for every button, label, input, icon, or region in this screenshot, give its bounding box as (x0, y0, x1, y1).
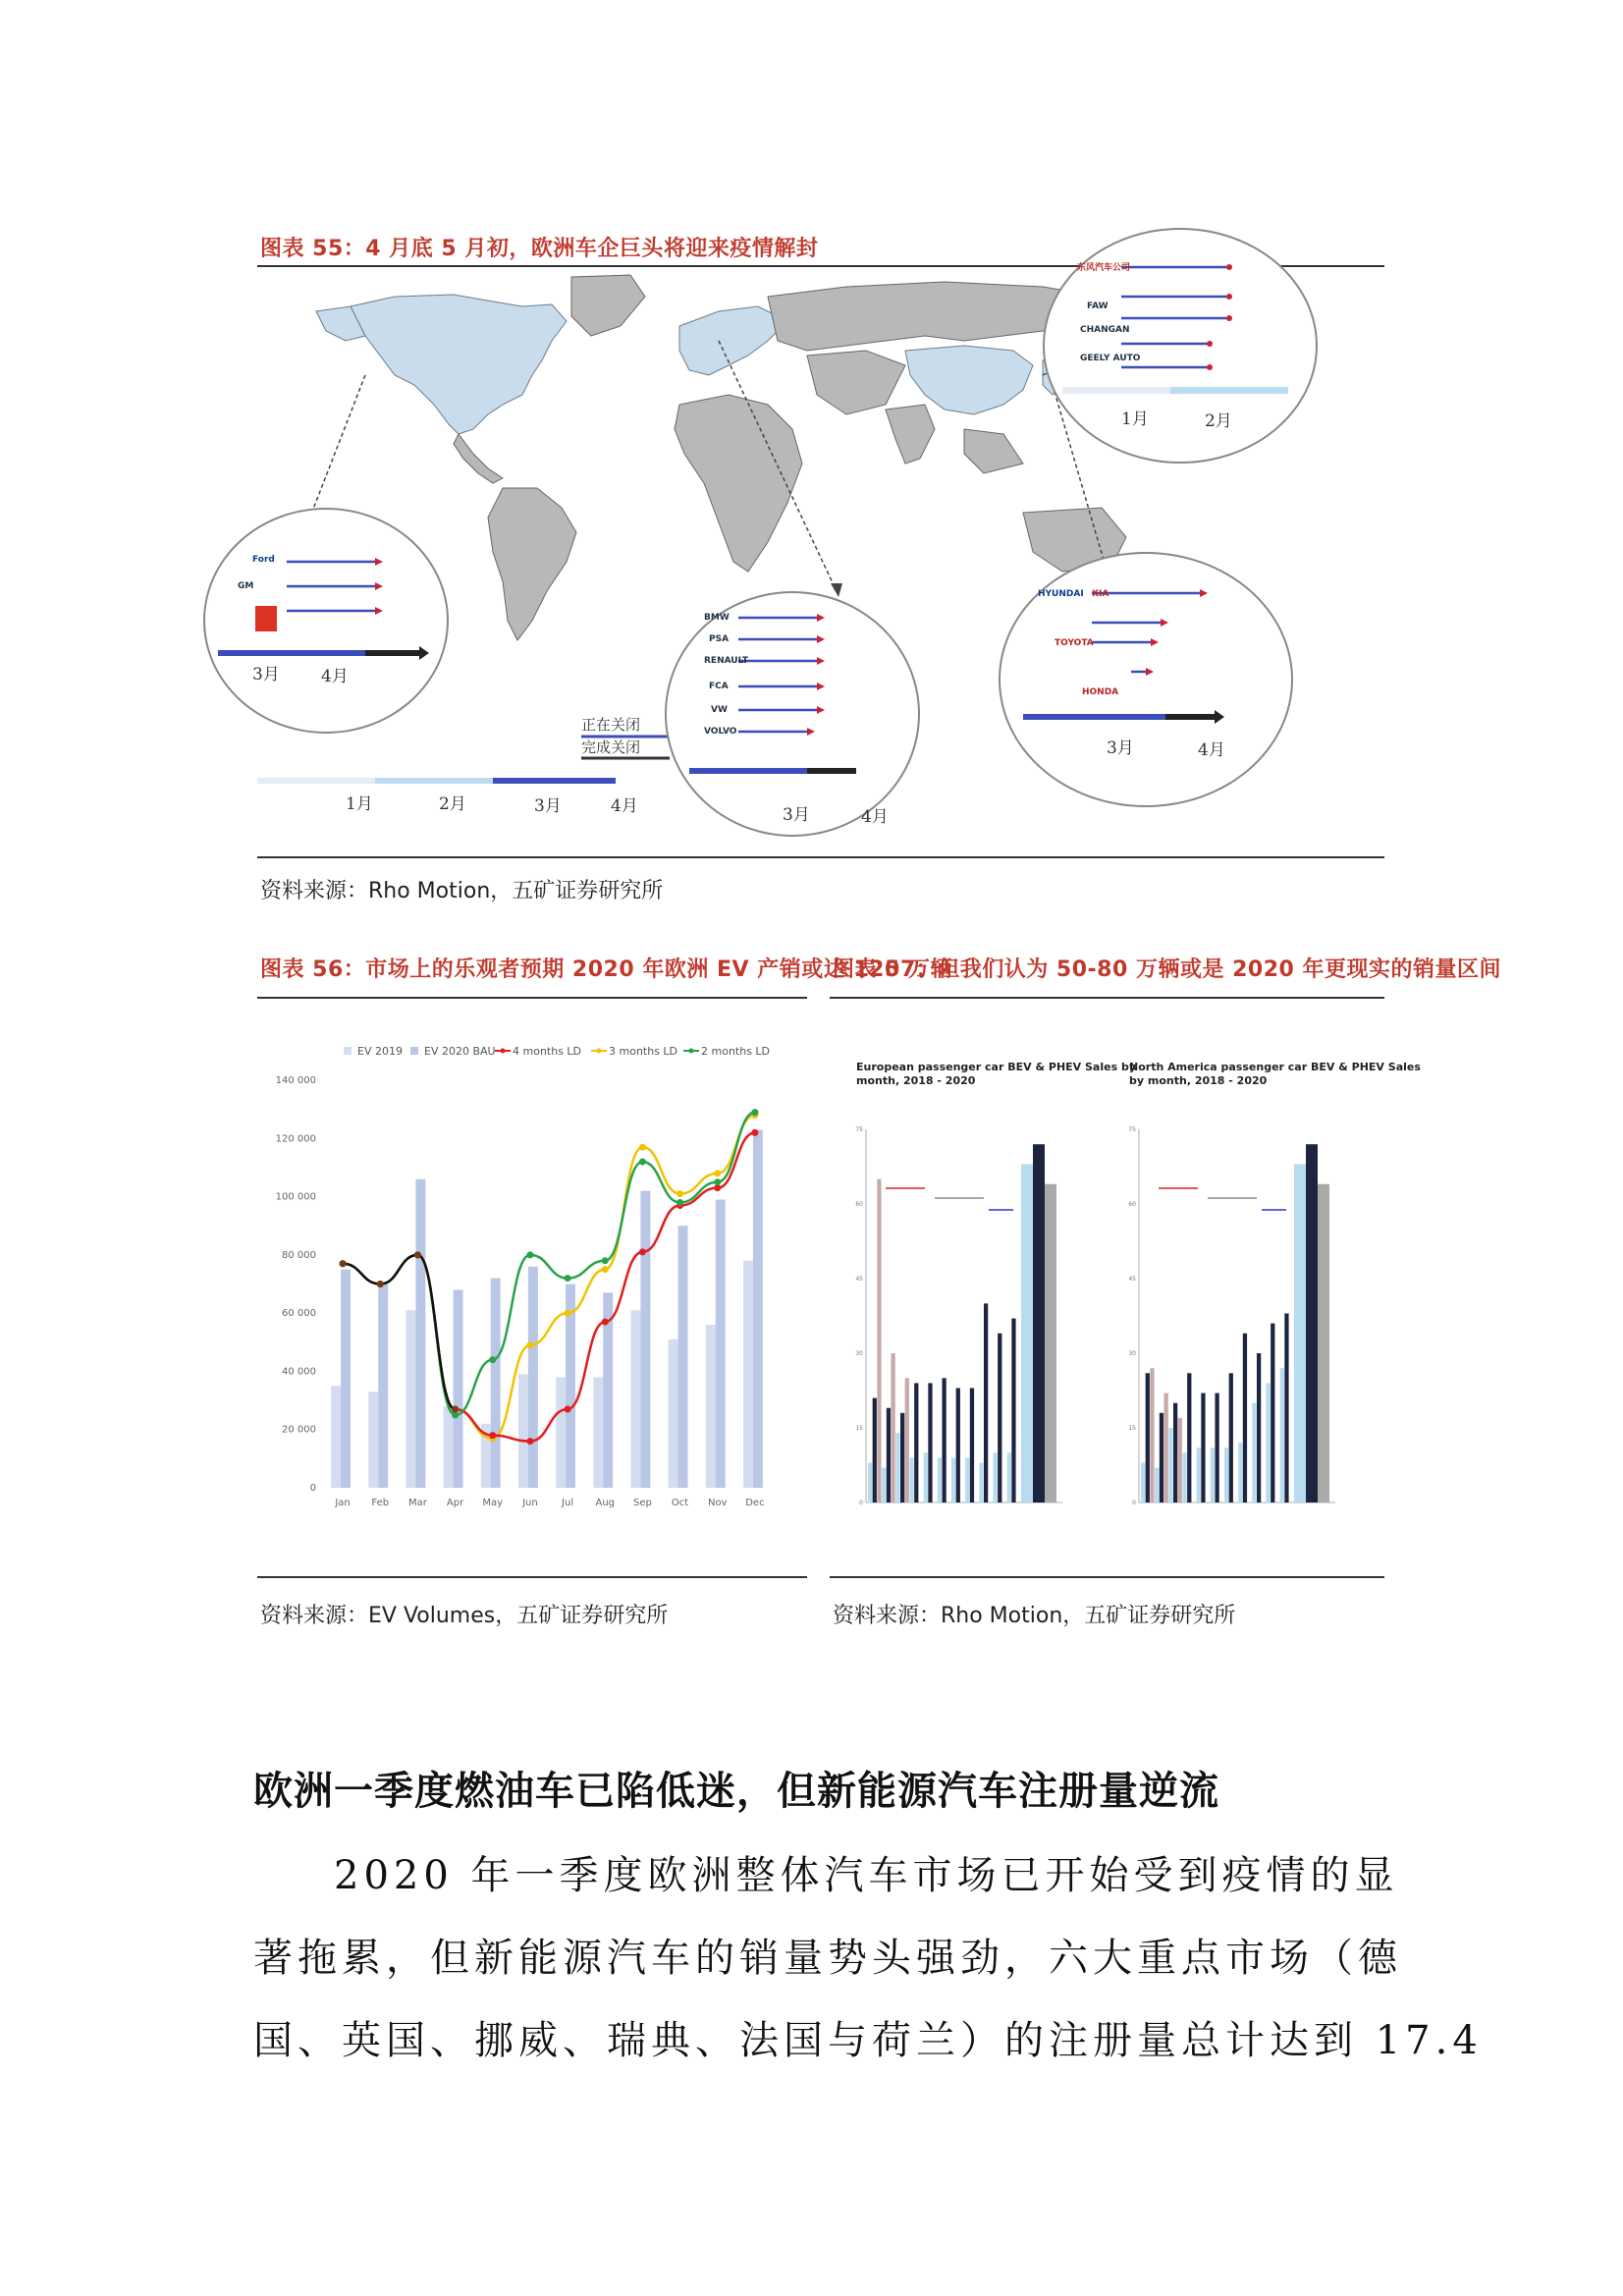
eu-chart-bar-2019 (914, 1383, 918, 1503)
eu-callout-month-4: 4月 (861, 807, 889, 827)
figure-56-title: 图表 56：市场上的乐观者预期 2020 年欧洲 EV 产销或达 120 万辆 (260, 957, 952, 982)
figure-57-top-rule (830, 997, 1384, 999)
eu-chart-bar-2018 (993, 1452, 997, 1503)
eu-chart-fullyear-2018 (1021, 1164, 1033, 1503)
brand-geely: GEELY AUTO (1080, 354, 1141, 363)
line-4-months-ld (343, 1132, 755, 1441)
figure-57-bottom-rule (830, 1576, 1384, 1578)
brand-ford: Ford (252, 555, 275, 565)
x-tick-label: Dec (745, 1498, 765, 1508)
bar-ev-2019 (406, 1310, 415, 1488)
paragraph-line-2: 著拖累，但新能源汽车的销量势头强劲，六大重点市场（德 (253, 1936, 1402, 1981)
brand-honda: HONDA (1082, 687, 1119, 697)
eu-chart-bar-2019 (984, 1303, 988, 1503)
na-chart-bar-2019 (1243, 1334, 1247, 1503)
figure-55-source: 资料来源：Rho Motion，五矿证券研究所 (260, 879, 664, 903)
line-point (639, 1159, 646, 1166)
monthly-sales-charts (846, 1041, 1421, 1532)
china-callout-month-2: 2月 (1205, 411, 1232, 431)
y-tick-label: 60 000 (282, 1308, 316, 1320)
tesla-logo-icon (255, 606, 277, 631)
legend-marker (501, 1049, 506, 1054)
na-chart-bar-2019 (1173, 1403, 1177, 1503)
eu-chart-bar-2018 (924, 1452, 928, 1503)
x-tick-label: Nov (707, 1498, 728, 1508)
brand-gm: GM (238, 581, 254, 591)
legend-swatch (410, 1047, 418, 1055)
x-tick-label: Feb (371, 1498, 390, 1508)
brand-faw: FAW (1087, 301, 1109, 311)
brand-toyota: TOYOTA (1055, 638, 1094, 648)
eu-chart-fullyear-2019 (1033, 1144, 1045, 1503)
na-chart-y-tick: 75 (1128, 1126, 1136, 1133)
na-chart-fullyear-2020 (1318, 1184, 1329, 1503)
brand-bmw: BMW (704, 613, 730, 623)
line-point (602, 1257, 609, 1264)
na-chart-bar-2018 (1238, 1443, 1242, 1503)
eu-chart-bar-2019 (887, 1408, 891, 1503)
na-chart-bar-2020 (1178, 1418, 1182, 1503)
eu-chart-bar-2018 (882, 1468, 886, 1503)
x-tick-label: Apr (446, 1498, 464, 1508)
na-chart-y-tick: 30 (1128, 1350, 1136, 1357)
na-chart-bar-2018 (1280, 1368, 1284, 1503)
line-point (639, 1248, 646, 1255)
x-tick-label: Jun (522, 1498, 538, 1508)
eu-chart-y-tick: 45 (855, 1276, 863, 1283)
na-chart-bar-2018 (1252, 1403, 1256, 1503)
y-tick-label: 20 000 (282, 1424, 316, 1436)
figure-55-title: 图表 55：4 月底 5 月初，欧洲车企巨头将迎来疫情解封 (260, 237, 819, 261)
legend-marker (597, 1049, 602, 1054)
bar-ev-2020-bau (378, 1285, 388, 1489)
brand-dongfeng: 东风汽车公司 (1077, 263, 1131, 273)
na-chart-bar-2018 (1197, 1448, 1201, 1503)
na-chart-bar-2020 (1150, 1368, 1154, 1503)
na-chart-bar-2018 (1182, 1452, 1186, 1503)
na-chart-bar-2018 (1211, 1448, 1215, 1503)
eu-chart-bar-2019 (873, 1398, 877, 1503)
bar-ev-2019 (368, 1392, 378, 1488)
na-chart-bar-2018 (1155, 1468, 1159, 1503)
bar-ev-2019 (669, 1339, 678, 1488)
line-point (714, 1170, 721, 1176)
line-point (602, 1319, 609, 1326)
figure-56-bottom-rule (257, 1576, 807, 1578)
legend-label: 2 months LD (701, 1045, 771, 1058)
line-point (751, 1129, 758, 1136)
bar-ev-2019 (593, 1377, 603, 1488)
eu-chart-bar-2018 (979, 1462, 983, 1503)
line-point (676, 1199, 683, 1206)
timeline-month-3: 3月 (534, 796, 562, 816)
bar-ev-2019 (743, 1261, 753, 1488)
shared-history-point (340, 1260, 347, 1267)
section-heading: 欧洲一季度燃油车已陷低迷，但新能源汽车注册量逆流 (253, 1769, 1219, 1814)
x-tick-label: Mar (407, 1498, 427, 1508)
na-chart-title-line1: North America passenger car BEV & PHEV Sales (1129, 1061, 1421, 1073)
line-point (639, 1144, 646, 1151)
eu-chart-bar-2019 (956, 1388, 960, 1503)
legend-closing-label: 正在关闭 (581, 716, 641, 734)
eu-chart-bar-2019 (928, 1383, 932, 1503)
eu-chart-bar-2018 (909, 1457, 913, 1503)
legend-closed-label: 完成关闭 (581, 738, 641, 756)
bar-ev-2019 (630, 1310, 640, 1488)
na-chart-y-tick: 45 (1128, 1276, 1136, 1283)
na-chart-fullyear-2019 (1306, 1144, 1318, 1503)
line-2-months-ld (343, 1113, 755, 1415)
bar-ev-2019 (444, 1406, 454, 1488)
legend-marker (689, 1049, 694, 1054)
bar-ev-2020-bau (753, 1129, 763, 1488)
na-chart-bar-2019 (1187, 1373, 1191, 1503)
y-tick-label: 80 000 (282, 1249, 316, 1261)
bar-ev-2020-bau (640, 1191, 650, 1488)
bar-ev-2020-bau (716, 1200, 726, 1488)
bar-ev-2019 (518, 1374, 528, 1488)
asia-callout-month-4: 4月 (1198, 740, 1225, 760)
eu-chart-bar-2018 (965, 1457, 969, 1503)
x-tick-label: Aug (595, 1498, 616, 1508)
figure-57-source: 资料来源：Rho Motion，五矿证券研究所 (833, 1604, 1236, 1628)
eu-chart-bar-2019 (942, 1378, 946, 1503)
eu-callout-month-3: 3月 (783, 805, 810, 825)
na-chart-bar-2019 (1257, 1353, 1261, 1503)
ev-forecast-chart (263, 1021, 813, 1542)
brand-vw: VW (711, 705, 728, 715)
eu-chart-bar-2019 (970, 1388, 974, 1503)
na-chart-y-tick: 15 (1128, 1425, 1136, 1432)
shared-history-point (377, 1281, 384, 1287)
timeline-month-2: 2月 (439, 794, 466, 814)
bar-ev-2019 (556, 1377, 566, 1488)
eu-chart-bar-2019 (1011, 1319, 1015, 1503)
brand-changan: CHANGAN (1080, 325, 1130, 335)
line-point (489, 1432, 496, 1439)
na-chart-bar-2018 (1168, 1428, 1172, 1503)
timeline-month-4: 4月 (611, 796, 638, 816)
paragraph-line-1: 2020 年一季度欧洲整体汽车市场已开始受到疫情的显 (334, 1853, 1399, 1898)
ev-forecast-chart-svg (263, 1021, 813, 1542)
x-tick-label: Oct (671, 1498, 689, 1508)
x-tick-label: Jul (562, 1498, 574, 1508)
brand-hyundai: HYUNDAI (1038, 589, 1084, 599)
eu-chart-bar-2018 (895, 1433, 899, 1503)
eu-chart-y-tick: 30 (855, 1350, 863, 1357)
legend-label: 4 months LD (513, 1045, 582, 1058)
timeline-month-1: 1月 (346, 794, 373, 814)
eu-chart-y-tick: 15 (855, 1425, 863, 1432)
y-tick-label: 0 (309, 1483, 316, 1494)
eu-chart-bar-2018 (938, 1457, 942, 1503)
y-tick-label: 40 000 (282, 1366, 316, 1378)
eu-chart-bar-2018 (951, 1457, 955, 1503)
figure-56-source: 资料来源：EV Volumes，五矿证券研究所 (260, 1604, 669, 1628)
brand-fca: FCA (709, 682, 729, 691)
eu-chart-bar-2020 (905, 1378, 909, 1503)
brand-renault: RENAULT (704, 656, 748, 666)
brand-kia: KIA (1092, 589, 1109, 599)
asia-callout-bars (1023, 581, 1278, 768)
legend-label: 3 months LD (609, 1045, 678, 1058)
line-point (565, 1275, 571, 1282)
na-chart-fullyear-2018 (1294, 1164, 1306, 1503)
na-chart-bar-2018 (1141, 1462, 1145, 1503)
na-chart-title-line2: by month, 2018 - 2020 (1129, 1074, 1268, 1087)
na-callout-month-4: 4月 (321, 667, 349, 686)
na-callout-month-3: 3月 (252, 665, 280, 684)
line-point (751, 1109, 758, 1116)
eu-chart-bar-2019 (998, 1334, 1001, 1503)
eu-chart-title-line1: European passenger car BEV & PHEV Sales by (856, 1061, 1137, 1073)
line-point (565, 1405, 571, 1412)
eu-chart-title-line2: month, 2018 - 2020 (856, 1074, 976, 1087)
shared-history-point (414, 1251, 421, 1258)
na-chart-bar-2019 (1215, 1394, 1218, 1503)
line-point (526, 1251, 533, 1258)
na-chart-y-tick: 0 (1132, 1500, 1136, 1506)
bar-ev-2019 (331, 1386, 341, 1488)
legend-label: EV 2019 (357, 1045, 403, 1058)
brand-psa: PSA (709, 634, 730, 644)
figure-57-title: 图表 57：但我们认为 50-80 万辆或是 2020 年更现实的销量区间 (833, 957, 1502, 982)
na-chart-bar-2020 (1164, 1394, 1168, 1503)
na-chart-bar-2019 (1146, 1373, 1150, 1503)
na-chart-bar-2019 (1229, 1373, 1233, 1503)
eu-chart-fullyear-2020 (1045, 1184, 1056, 1503)
legend-swatch (344, 1047, 352, 1055)
y-tick-label: 120 000 (275, 1133, 316, 1145)
na-chart-bar-2019 (1160, 1413, 1163, 1503)
eu-chart-y-tick: 60 (855, 1201, 863, 1208)
bar-ev-2020-bau (341, 1270, 351, 1488)
na-chart-bar-2019 (1201, 1394, 1205, 1503)
line-point (676, 1190, 683, 1197)
eu-chart-y-tick: 75 (855, 1126, 863, 1133)
na-chart-bar-2018 (1266, 1383, 1270, 1503)
line-point (714, 1178, 721, 1185)
china-callout-month-1: 1月 (1121, 410, 1149, 429)
legend-label: EV 2020 BAU (424, 1045, 496, 1058)
eu-chart-bar-2018 (1007, 1452, 1011, 1503)
eu-chart-bar-2019 (900, 1413, 904, 1503)
y-tick-label: 100 000 (275, 1191, 316, 1203)
line-3-months-ld (343, 1116, 755, 1439)
monthly-sales-charts-svg (846, 1041, 1421, 1532)
eu-chart-bar-2020 (877, 1179, 881, 1503)
line-point (489, 1356, 496, 1363)
figure-56-top-rule (257, 997, 807, 999)
bar-ev-2020-bau (491, 1279, 501, 1488)
bar-ev-2019 (706, 1325, 716, 1488)
figure-55-bottom-rule (257, 856, 1384, 858)
x-tick-label: Jan (335, 1498, 351, 1508)
bar-ev-2020-bau (415, 1179, 425, 1488)
line-point (526, 1438, 533, 1445)
world-map-figure (238, 263, 1377, 856)
asia-callout-month-3: 3月 (1107, 738, 1134, 758)
line-point (602, 1266, 609, 1273)
na-chart-bar-2019 (1284, 1313, 1288, 1503)
na-chart-bar-2018 (1224, 1448, 1228, 1503)
eu-chart-y-tick: 0 (859, 1500, 863, 1506)
brand-volvo: VOLVO (704, 727, 737, 737)
eu-chart-bar-2020 (892, 1353, 895, 1503)
na-chart-bar-2019 (1271, 1324, 1274, 1503)
shared-history-line (343, 1255, 455, 1409)
x-tick-label: Sep (632, 1498, 652, 1508)
shared-history-point (452, 1405, 459, 1412)
bar-ev-2020-bau (454, 1289, 463, 1488)
y-tick-label: 140 000 (275, 1075, 316, 1086)
line-point (565, 1310, 571, 1317)
x-tick-label: May (482, 1498, 504, 1508)
bar-ev-2020-bau (678, 1226, 688, 1488)
eu-chart-bar-2018 (868, 1462, 872, 1503)
paragraph-line-3: 国、英国、挪威、瑞典、法国与荷兰）的注册量总计达到 17.4 (253, 2018, 1483, 2063)
line-point (526, 1341, 533, 1348)
na-chart-y-tick: 60 (1128, 1201, 1136, 1208)
bar-ev-2020-bau (528, 1267, 538, 1488)
